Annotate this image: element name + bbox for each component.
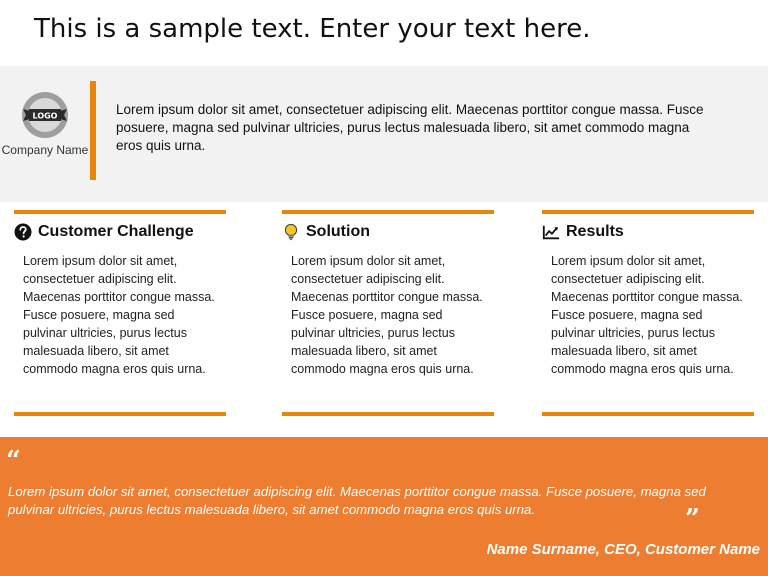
section-solution: [282, 210, 494, 378]
section-bottom-rule: [282, 412, 494, 416]
section-heading: Results: [566, 223, 624, 240]
section-heading: Solution: [306, 223, 370, 240]
lightbulb-icon: [282, 223, 300, 241]
intro-text: Lorem ipsum dolor sit amet, consectetuer adipiscing elit. Maecenas porttitor congue massa. Fusce posuere, magna sed pulvinar ultricies, purus lectus malesuada libero, sit amet commodo magna eros quis urna.: [116, 102, 704, 153]
section-bottom-rule: [542, 412, 754, 416]
section-top-rule: [14, 210, 226, 214]
section-top-rule: [542, 210, 754, 214]
section-body: Lorem ipsum dolor sit amet, consectetuer adipiscing elit. Maecenas porttitor congue massa. Fusce posuere, magna sed pulvinar ultricies, purus lectus malesuada libero, sit amet commodo magna eros quis urna.: [23, 254, 215, 376]
logo-text: LOGO: [32, 111, 58, 121]
question-circle-icon: [14, 223, 32, 241]
section-results: [542, 210, 754, 378]
testimonial-attribution: Name Surname, CEO, Customer Name: [486, 541, 760, 558]
section-bottom-rule: [14, 412, 226, 416]
section-heading: Customer Challenge: [38, 223, 194, 240]
section-top-rule: [282, 210, 494, 214]
company-name: Company Name: [1, 143, 89, 157]
open-quote-mark: “: [6, 446, 21, 476]
company-logo-icon: [20, 90, 70, 140]
section-body: Lorem ipsum dolor sit amet, consectetuer adipiscing elit. Maecenas porttitor congue massa. Fusce posuere, magna sed pulvinar ultricies, purus lectus malesuada libero, sit amet commodo magna eros quis urna.: [551, 254, 743, 376]
trend-chart-icon: [542, 223, 560, 241]
testimonial-text: Lorem ipsum dolor sit amet, consectetuer adipiscing elit. Maecenas porttitor congue massa. Fusce posuere, magna sed pulvinar ultricies, purus lectus malesuada libero, sit amet commodo magna eros quis urna.: [8, 484, 706, 517]
page-title: This is a sample text. Enter your text here.: [34, 14, 591, 44]
section-customer-challenge: [14, 210, 226, 378]
intro-divider: [90, 81, 96, 180]
section-body: Lorem ipsum dolor sit amet, consectetuer adipiscing elit. Maecenas porttitor congue massa. Fusce posuere, magna sed pulvinar ultricies, purus lectus malesuada libero, sit amet commodo magna eros quis urna.: [291, 254, 483, 376]
close-quote-mark: ”: [685, 504, 700, 534]
